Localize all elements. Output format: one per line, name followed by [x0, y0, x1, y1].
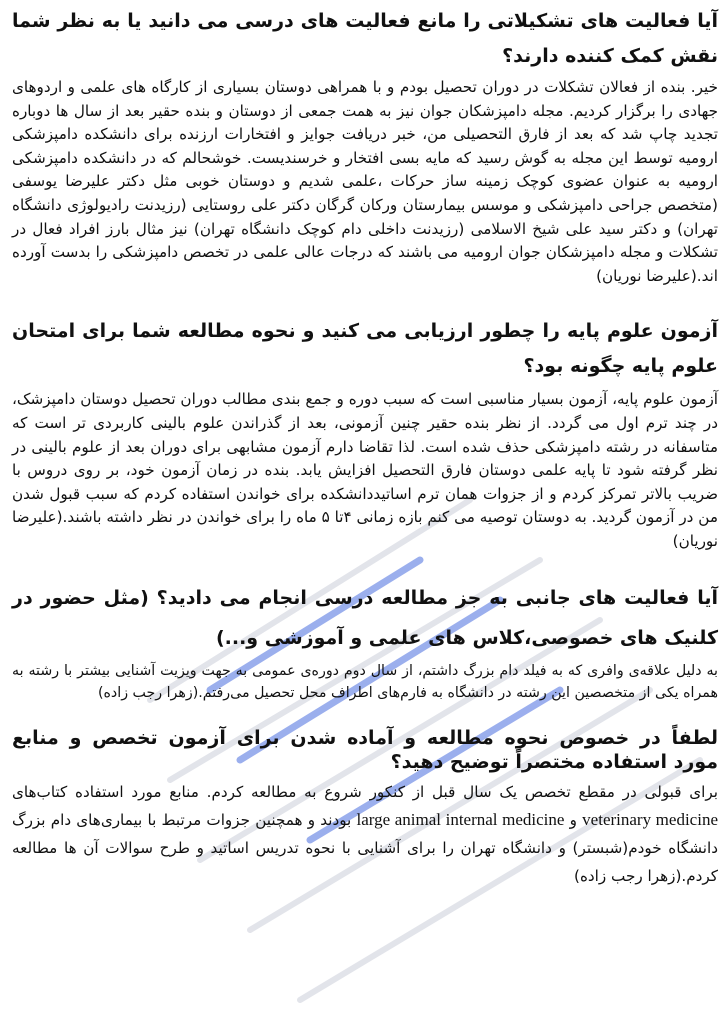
- author-name: (زهرا رجب زاده): [574, 866, 682, 885]
- answer-text: [12, 778, 718, 890]
- answer-body: به دلیل علاقه‌ی وافری که به فیلد دام بزرگ داشتم، از سال دوم دوره‌ی عمومی به جهت ویزیت آشنایی بیشتر با رشته به همراه یکی از متخصصین این رشته در دانشگاه به فارم‌های اطراف محل تحصیل می‌رفتم.: [12, 662, 718, 701]
- question-heading: آیا فعالیت های جانبی به جز مطالعه درسی انجام می دادید؟ (مثل حضور در کلنیک های خصوصی،کلاس های علمی و آموزشی و...): [12, 586, 718, 649]
- question-heading: لطفاً در خصوص نحوه مطالعه و آماده شدن برای آزمون تخصص و منابع مورد استفاده مختصراً توضیح دهید؟: [12, 726, 718, 773]
- book-title-veterinary-medicine: veterinary medicine: [582, 809, 718, 829]
- answer-body: آزمون علوم پایه، آزمون بسیار مناسبی است که سبب دوره و جمع بندی مطالب دوران تحصیل دوستان دامپزشک، در چند ترم اول می گردد. از نظر بنده حقیر چنین آزمونی، بعد از گذراندن علوم بالینی کاربردی تر است که متاسفانه در رشته دامپزشکی حذف شده است. لذا تقاضا دارم آزمون مشابهی برای دوران بعد از علوم بالینی در نظر گرفته شود تا پایه علمی دوستان فارق التحصیل افزایش یابد. بنده در زمان آزمون خود، بر روی دروس با ضریب بالاتر تمرکز کردم و از جزوات همان ترم اساتیددانشکده برای خواندن استفاده کردم که سبب قبول شدن من در آزمون گردید. به دوستان توصیه می کنم بازه زمانی ۴تا ۵ ماه را برای خواندن در نظر داشته باشند.: [12, 390, 718, 527]
- author-name: (علیرضا نوریان): [12, 508, 718, 550]
- author-name: (علیرضا نوریان): [596, 266, 697, 285]
- answer-text: [12, 660, 718, 704]
- author-name: (زهرا رجب زاده): [97, 684, 199, 701]
- answer-text: [12, 76, 718, 288]
- answer-text: [12, 388, 718, 553]
- qa-section-extracurricular-organizations: [12, 4, 718, 288]
- answer-body-part2: بودند و همچنین جزوات مرتبط با بیماری‌های دام بزرگ دانشگاه خودم(شبستر) و دانشگاه تهران را برای آشنایی با نحوه تدریس اساتید و طرح سوالات آن ها مطالعه کردم.: [12, 810, 718, 885]
- qa-section-specialty-exam-study: [12, 726, 718, 890]
- answer-connector: و: [569, 810, 577, 829]
- book-title-large-animal-internal-medicine: large animal internal medicine: [356, 809, 565, 829]
- question-heading: آیا فعالیت های تشکیلاتی را مانع فعالیت های درسی می دانید یا به نظر شما نقش کمک کننده دارند؟: [12, 10, 718, 67]
- answer-body: خیر. بنده از فعالان تشکلات در دوران تحصیل بودم و با همراهی دوستان بسیاری از کارگاه های علمی و اردوهای جهادی را برگزار کردیم. مجله دامپزشکان جوان نیز به همت جمعی از دوستان و بنده حقیر بعد از سال ها دوباره تجدید چاپ شد که بعد از فارق التحصیلی من، خبر دریافت جوایز و افتخارات ارزنده برای دانشکده دامپزشکی ارومیه توسط این مجله به گوش رسید که مایه بسی افتخار و خرسندیست. خوشحالم که در دانشکده دامپزشکی ارومیه به عنوان عضوی کوچک زمینه ساز حرکات ،علمی شدیم و دوستان خوبی مثل دکتر علیرضا یوسفی (متخصص جراحی دامپزشکی و موسس بیمارستان ورکان گرگان دکتر علی روستایی (رزیدنت رادیولوژی دانشگاه تهران) و دکتر سید علی شیخ الاسلامی (رزیدنت داخلی دام کوچک دانشگاه تهران) نیز مثال بارز افراد فعال در تشکلات و مجله دامپزشکان جوان ارومیه می باشند که درجات عالی علمی در تخصص دامپزشکی را بدست آورده اند.: [12, 78, 718, 285]
- qa-section-side-activities: [12, 578, 718, 704]
- question-heading: آزمون علوم پایه را چطور ارزیابی می کنید و نحوه مطالعه شما برای امتحان علوم پایه چگونه بود؟: [12, 320, 718, 378]
- answer-body-part1: برای قبولی در مقطع تخصص یک سال قبل از کنکور شروع به مطالعه کردم. منابع مورد استفاده کتاب‌های: [12, 782, 718, 801]
- qa-section-basic-sciences-exam: [12, 314, 718, 553]
